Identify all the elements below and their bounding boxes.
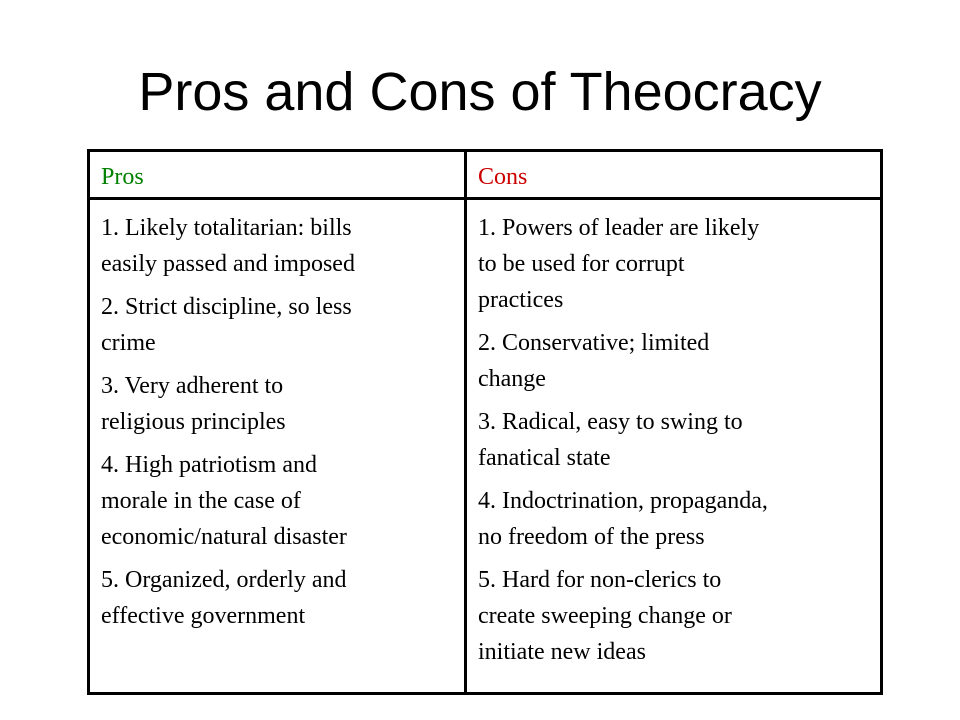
pros-item-line: easily passed and imposed xyxy=(101,251,355,277)
pros-item-5 xyxy=(101,562,453,634)
cons-item-line: change xyxy=(478,366,546,392)
cons-item-line: to be used for corrupt xyxy=(478,251,685,277)
pros-item-line: 3. Very adherent to xyxy=(101,373,284,399)
pros-item-line: 4. High patriotism and xyxy=(101,452,317,478)
pros-cons-table xyxy=(87,149,883,695)
pros-item-3 xyxy=(101,368,453,440)
pros-header: Pros xyxy=(101,164,144,190)
cons-item-line: 4. Indoctrination, propaganda, xyxy=(478,488,768,514)
cons-column xyxy=(478,210,874,677)
cons-item-line: practices xyxy=(478,287,564,313)
cons-item-line: 1. Powers of leader are likely xyxy=(478,215,760,241)
cons-item-line: no freedom of the press xyxy=(478,524,705,550)
cons-item-line: 3. Radical, easy to swing to xyxy=(478,409,743,435)
cons-item-line: create sweeping change or xyxy=(478,603,732,629)
header-divider xyxy=(90,197,880,200)
cons-item-2 xyxy=(478,325,874,397)
pros-item-line: 2. Strict discipline, so less xyxy=(101,294,352,320)
pros-item-line: morale in the case of xyxy=(101,488,301,514)
cons-item-line: 5. Hard for non-clerics to xyxy=(478,567,722,593)
pros-item-line: crime xyxy=(101,330,156,356)
cons-item-1 xyxy=(478,210,874,318)
cons-header: Cons xyxy=(478,164,528,190)
pros-item-1 xyxy=(101,210,453,282)
pros-item-line: 1. Likely totalitarian: bills xyxy=(101,215,352,241)
pros-item-line: effective government xyxy=(101,603,306,629)
cons-item-5 xyxy=(478,562,874,670)
pros-item-line: economic/natural disaster xyxy=(101,524,347,550)
pros-item-line: religious principles xyxy=(101,409,286,435)
cons-item-3 xyxy=(478,404,874,476)
pros-item-line: 5. Organized, orderly and xyxy=(101,567,347,593)
pros-item-2 xyxy=(101,289,453,361)
cons-item-line: 2. Conservative; limited xyxy=(478,330,710,356)
pros-column xyxy=(101,210,453,641)
cons-item-line: fanatical state xyxy=(478,445,611,471)
slide-title: Pros and Cons of Theocracy xyxy=(138,62,822,122)
cons-item-line: initiate new ideas xyxy=(478,639,646,665)
cons-item-4 xyxy=(478,483,874,555)
column-divider xyxy=(464,152,467,692)
pros-item-4 xyxy=(101,447,453,555)
